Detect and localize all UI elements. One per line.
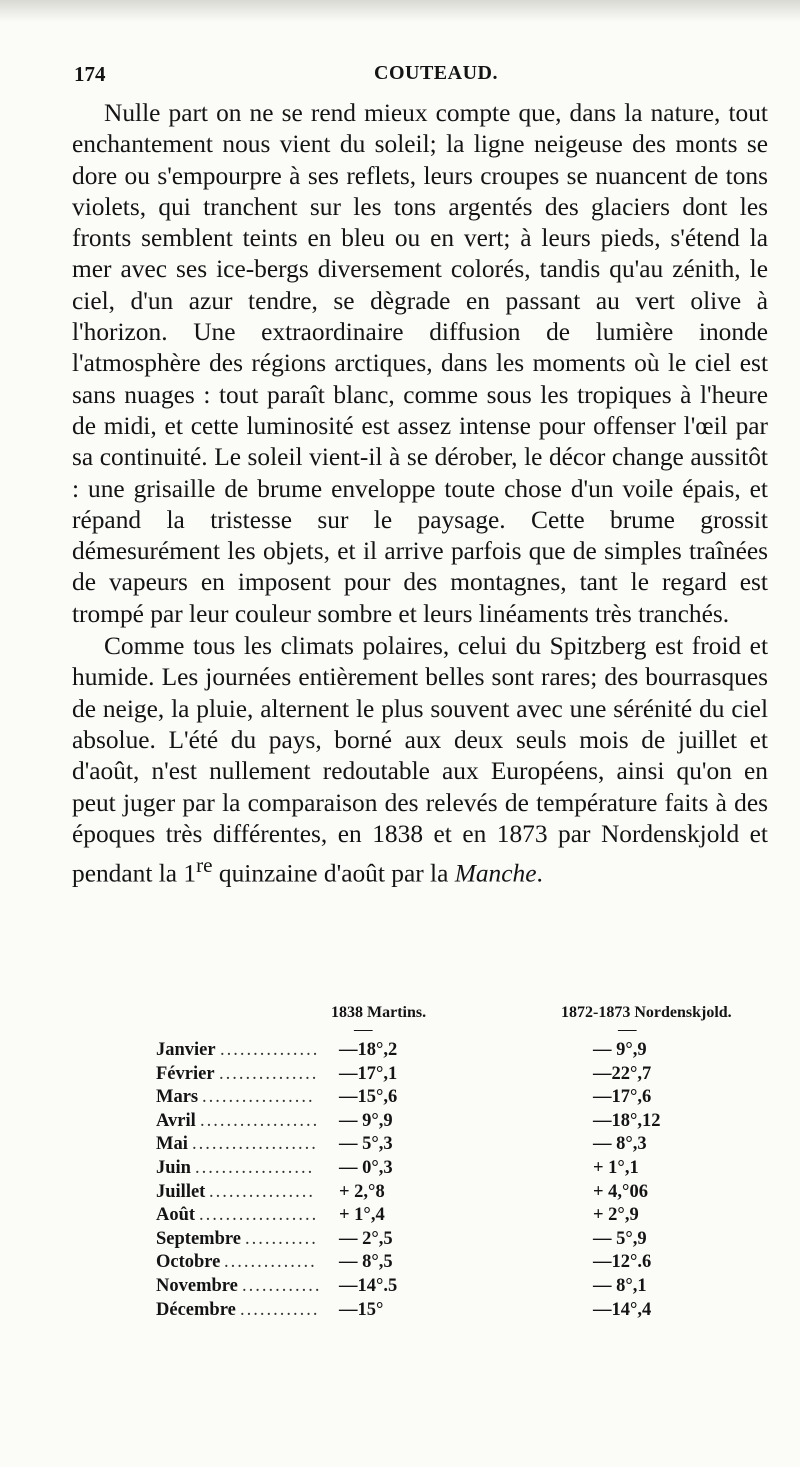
table-row bbox=[156, 1229, 796, 1253]
nordenskjold-value: + 1°,1 bbox=[593, 1157, 639, 1178]
nordenskjold-value: —17°,6 bbox=[593, 1087, 652, 1108]
nordenskjold-value: — 8°,3 bbox=[593, 1134, 647, 1155]
martins-value: — 8°,5 bbox=[339, 1252, 393, 1273]
paragraph-2-end: quinzaine d'août par la bbox=[212, 859, 455, 888]
table-body bbox=[156, 1040, 796, 1323]
nordenskjold-value: — 8°,1 bbox=[593, 1275, 647, 1296]
month-label: Avril bbox=[156, 1110, 196, 1131]
paragraph-1: Nulle part on ne se rend mieux compte que, dans la nature, tout enchantement nous vient du soleil; la ligne neigeuse des monts se dore ou s'empourpre à ses reflets, leurs croupes se nuancent de tons violets, qui tranchent sur les tons argentés des glaciers dont les fronts semblent teints en bleu ou en vert; à leurs pieds, s'étend la mer avec ses ice-bergs diversement colorés, tandis qu'au zénith, le ciel, d'un azur tendre, se dègrade en passant au vert olive à l'horizon. Une extraordinaire diffusion de lumière inonde l'atmosphère des régions arctiques, dans les moments où le ciel est sans nuages : tout paraît blanc, comme sous les tropiques à l'heure de midi, et cette luminosité est assez intense pour offenser l'œil par sa continuité. Le soleil vient-il à se dérober, le décor change aussitôt : une grisaille de brume enveloppe toute chose d'un voile épais, et répand la tristesse sur le paysage. Cette brume grossit démesurément les objets, et il arrive parfois que de simples traînées de vapeurs en imposent pour des montagnes, tant le regard est trompé par leur couleur sombre et leurs linéaments très tranchés. bbox=[72, 99, 768, 628]
martins-value: —14°.5 bbox=[339, 1275, 398, 1296]
nordenskjold-value: —18°,12 bbox=[593, 1110, 661, 1131]
month-label: Octobre bbox=[156, 1252, 221, 1273]
leader-dots: ................ bbox=[209, 1181, 315, 1202]
table-row bbox=[156, 1111, 796, 1135]
leader-dots: ........... bbox=[245, 1228, 318, 1249]
martins-value: — 9°,9 bbox=[339, 1110, 393, 1131]
martins-value: + 2,°8 bbox=[339, 1181, 385, 1202]
running-head: COUTEAUD. bbox=[374, 62, 498, 84]
month-label: Février bbox=[156, 1063, 215, 1084]
month-label: Septembre bbox=[156, 1228, 241, 1249]
table-row bbox=[156, 1205, 796, 1229]
table-row bbox=[156, 1252, 796, 1276]
martins-value: —17°,1 bbox=[339, 1063, 398, 1084]
page-number: 174 bbox=[74, 62, 106, 86]
nordenskjold-value: —22°,7 bbox=[593, 1063, 652, 1084]
leader-dots: ............ bbox=[240, 1299, 320, 1320]
scan-edge-shadow bbox=[0, 0, 800, 22]
temperature-table bbox=[156, 1004, 796, 1323]
header-dash: — bbox=[618, 1020, 637, 1040]
month-label: Mai bbox=[156, 1134, 188, 1155]
leader-dots: .............. bbox=[224, 1252, 317, 1273]
month-label: Décembre bbox=[156, 1299, 236, 1320]
table-row bbox=[156, 1087, 796, 1111]
nordenskjold-value: —14°,4 bbox=[593, 1299, 652, 1320]
paragraph-2-final: . bbox=[536, 859, 543, 888]
leader-dots: .................. bbox=[200, 1110, 320, 1131]
paragraph-2-text: Comme tous les climats polaires, celui du Spitzberg est froid et humide. Les journées entièrement belles sont rares; des bourrasques de neige, la pluie, alternent le plus souvent avec une sérénité du ciel absolue. L'été du pays, borné aux deux seuls mois de juillet et d'août, n'est nullement redoutable aux Européens, ainsi qu'on en peut juger par la comparaison des relevés de température faits à des époques très différentes, en 1838 et en 1873 par Nordenskjold et pendant la 1 bbox=[72, 632, 768, 888]
paragraph-2 bbox=[72, 631, 768, 890]
martins-value: —18°,2 bbox=[339, 1040, 398, 1060]
leader-dots: .................. bbox=[195, 1157, 315, 1178]
table-row bbox=[156, 1300, 796, 1324]
leader-dots: ................... bbox=[192, 1134, 318, 1155]
page-header bbox=[74, 62, 764, 92]
nordenskjold-value: —12°.6 bbox=[593, 1252, 652, 1273]
nordenskjold-value: + 2°,9 bbox=[593, 1205, 639, 1226]
martins-value: — 2°,5 bbox=[339, 1228, 393, 1249]
month-label: Juillet bbox=[156, 1181, 206, 1202]
leader-dots: ................. bbox=[202, 1087, 315, 1108]
month-label: Juin bbox=[156, 1157, 191, 1178]
month-label: Mars bbox=[156, 1087, 199, 1108]
table-row bbox=[156, 1064, 796, 1088]
header-dash-row bbox=[156, 1020, 796, 1040]
table-row bbox=[156, 1134, 796, 1158]
martins-value: —15° bbox=[339, 1299, 384, 1320]
leader-dots: .................. bbox=[199, 1205, 319, 1226]
superscript-re: re bbox=[196, 853, 213, 878]
table-row bbox=[156, 1158, 796, 1182]
martins-value: — 5°,3 bbox=[339, 1134, 393, 1155]
table-row bbox=[156, 1182, 796, 1206]
leader-dots: ............... bbox=[220, 1040, 320, 1060]
martins-value: —15°,6 bbox=[339, 1087, 398, 1108]
nordenskjold-value: — 5°,9 bbox=[593, 1228, 647, 1249]
column-header-nordenskjold: 1872-1873 Nordenskjold. bbox=[561, 1004, 732, 1021]
column-header-martins: 1838 Martins. bbox=[331, 1004, 427, 1021]
table-header bbox=[156, 1004, 796, 1026]
nordenskjold-value: + 4,°06 bbox=[593, 1181, 648, 1202]
martins-value: + 1°,4 bbox=[339, 1205, 385, 1226]
header-dash: — bbox=[354, 1020, 373, 1040]
leader-dots: ............ bbox=[242, 1275, 322, 1296]
leader-dots: ............... bbox=[219, 1063, 319, 1084]
month-label: Août bbox=[156, 1205, 196, 1226]
month-label: Janvier bbox=[156, 1040, 216, 1060]
nordenskjold-value: — 9°,9 bbox=[593, 1040, 647, 1060]
table-row bbox=[156, 1276, 796, 1300]
martins-value: — 0°,3 bbox=[339, 1157, 393, 1178]
month-label: Novembre bbox=[156, 1275, 238, 1296]
ship-name: Manche bbox=[454, 859, 537, 888]
table-row bbox=[156, 1040, 796, 1064]
body-text bbox=[72, 98, 768, 890]
